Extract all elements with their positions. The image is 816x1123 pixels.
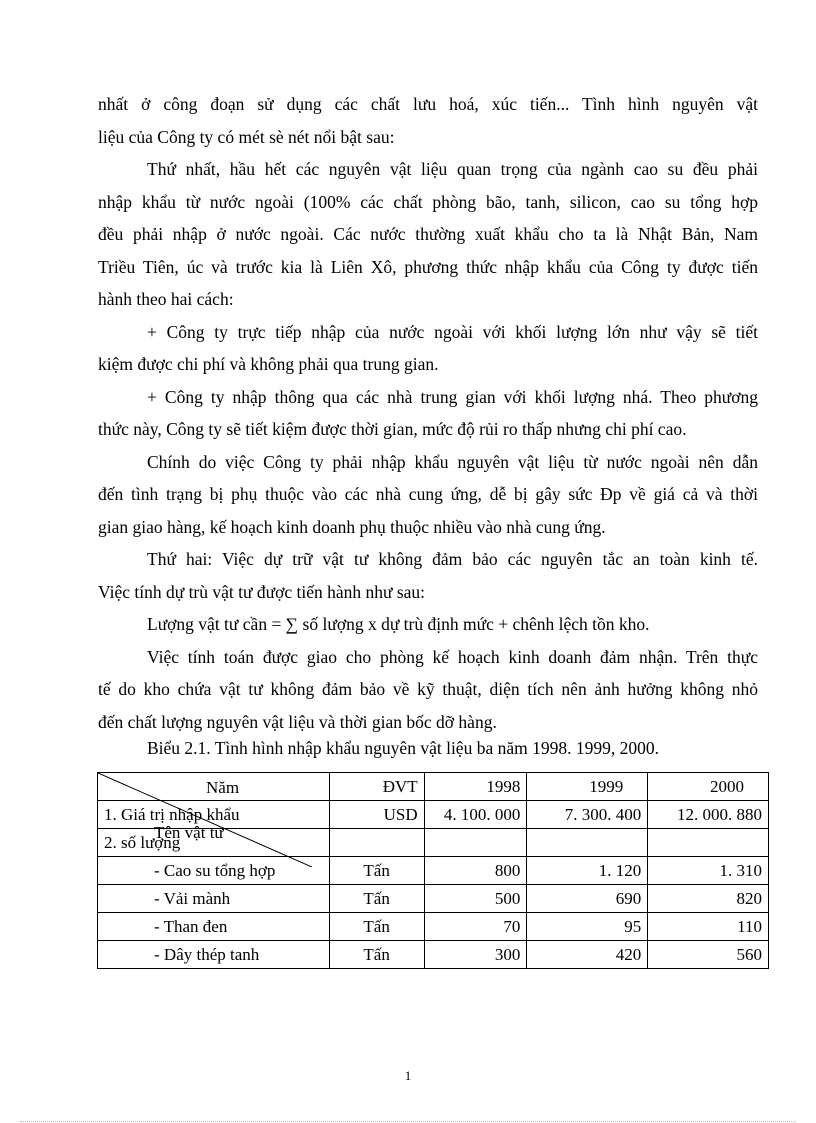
header-unit: ĐVT	[329, 773, 424, 801]
table-cell: 2. số lượng	[98, 829, 330, 857]
text-line: thức này, Công ty sẽ tiết kiệm được thời gian, mức độ rủi ro thấp nhưng chi phí cao.	[98, 419, 687, 439]
page-number: 1	[404, 1068, 412, 1083]
header-year-1999: 1999	[527, 773, 648, 801]
text-line: Thứ hai: Việc dự trữ vật tư không đảm bảo các nguyên tắc an toàn kinh tế.	[147, 549, 758, 569]
table-cell: 1. 310	[648, 857, 769, 885]
table-cell: 300	[424, 941, 527, 969]
page-bottom-border	[20, 1121, 796, 1122]
header-year-label: Năm	[206, 778, 240, 797]
formula-line: Lượng vật tư cần = ∑ số lượng x dự trù định mức + chênh lệch tồn kho.	[147, 614, 650, 634]
text-line: tế do kho chứa vật tư không đảm bảo về kỹ thuật, diện tích nên ảnh hưởng không nhỏ	[98, 679, 758, 699]
table-cell: - Dây thép tanh	[98, 941, 330, 969]
diagonal-divider	[98, 773, 312, 867]
table-cell: 95	[527, 913, 648, 941]
header-year-2000: 2000	[648, 773, 769, 801]
text-line: đến chất lượng nguyên vật liệu và thời gian bốc dỡ hàng.	[98, 711, 497, 732]
text-line: Việc tính toán được giao cho phòng kế hoạch kinh doanh đảm nhận. Trên thực	[147, 646, 758, 667]
table-row	[98, 885, 769, 913]
table-cell: Tấn	[329, 913, 424, 941]
text-line: đều phải nhập ở nước ngoài. Các nước thường xuất khẩu cho ta là Nhật Bản, Nam	[98, 224, 758, 244]
table-cell: - Than đen	[98, 913, 330, 941]
text-line: nhập khẩu từ nước ngoài (100% các chất phòng bão, tanh, silicon, cao su tổng hợp	[98, 191, 758, 212]
text-line: nhất ở công đoạn sử dụng các chất lưu hoá, xúc tiến... Tình hình nguyên vật	[98, 94, 758, 114]
table-cell: 820	[648, 885, 769, 913]
table-cell: 110	[648, 913, 769, 941]
table-cell: 560	[648, 941, 769, 969]
text-line: Thứ nhất, hầu hết các nguyên vật liệu quan trọng của ngành cao su đều phải	[147, 159, 758, 179]
header-year-1998: 1998	[424, 773, 527, 801]
table-cell: 7. 300. 400	[527, 801, 648, 829]
table-cell: Tấn	[329, 857, 424, 885]
table-cell	[424, 829, 527, 857]
table-cell: USD	[329, 801, 424, 829]
table-cell: Tấn	[329, 941, 424, 969]
table-cell: Tấn	[329, 885, 424, 913]
text-line: Triều Tiên, úc và trước kia là Liên Xô, phương thức nhập khẩu của Công ty được tiến	[98, 256, 758, 277]
table-cell: 800	[424, 857, 527, 885]
text-line: gian giao hàng, kế hoạch kinh doanh phụ thuộc nhiều vào nhà cung ứng.	[98, 516, 606, 537]
table-cell	[527, 829, 648, 857]
table-cell: 70	[424, 913, 527, 941]
table-cell	[648, 829, 769, 857]
header-material-label: Tên vật tư	[154, 823, 224, 842]
table-cell: 1. Giá trị nhập khẩu	[98, 801, 330, 829]
text-line: kiệm được chi phí và không phải qua trung gian.	[98, 354, 439, 374]
table-cell: 4. 100. 000	[424, 801, 527, 829]
table-cell: 420	[527, 941, 648, 969]
table-row	[98, 941, 769, 969]
table-row	[98, 913, 769, 941]
text-line: hành theo hai cách:	[98, 289, 234, 309]
table-caption: Biểu 2.1. Tình hình nhập khẩu nguyên vật liệu ba năm 1998. 1999, 2000.	[147, 738, 659, 758]
table-cell: - Vải mành	[98, 885, 330, 913]
table-header-row	[98, 773, 769, 801]
table-cell: - Cao su tổng hợp	[98, 857, 330, 885]
table-cell	[329, 829, 424, 857]
table-cell: 12. 000. 880	[648, 801, 769, 829]
text-line: + Công ty trực tiếp nhập của nước ngoài với khối lượng lớn như vậy sẽ tiết	[147, 321, 758, 342]
text-line: liệu của Công ty có mét sè nét nổi bật sau:	[98, 126, 395, 147]
text-line: Việc tính dự trù vật tư được tiến hành như sau:	[98, 581, 426, 602]
text-line: + Công ty nhập thông qua các nhà trung gian với khối lượng nhá. Theo phương	[147, 386, 758, 407]
table-cell: 690	[527, 885, 648, 913]
table-cell: 500	[424, 885, 527, 913]
table-cell: 1. 120	[527, 857, 648, 885]
import-table	[97, 772, 769, 969]
text-line: đến tình trạng bị phụ thuộc vào các nhà cung ứng, dễ bị gây sức Ðp về giá cả và thời	[98, 484, 758, 504]
text-line: Chính do việc Công ty phải nhập khẩu nguyên vật liệu từ nước ngoài nên dẫn	[147, 451, 758, 472]
body-text	[98, 88, 758, 738]
